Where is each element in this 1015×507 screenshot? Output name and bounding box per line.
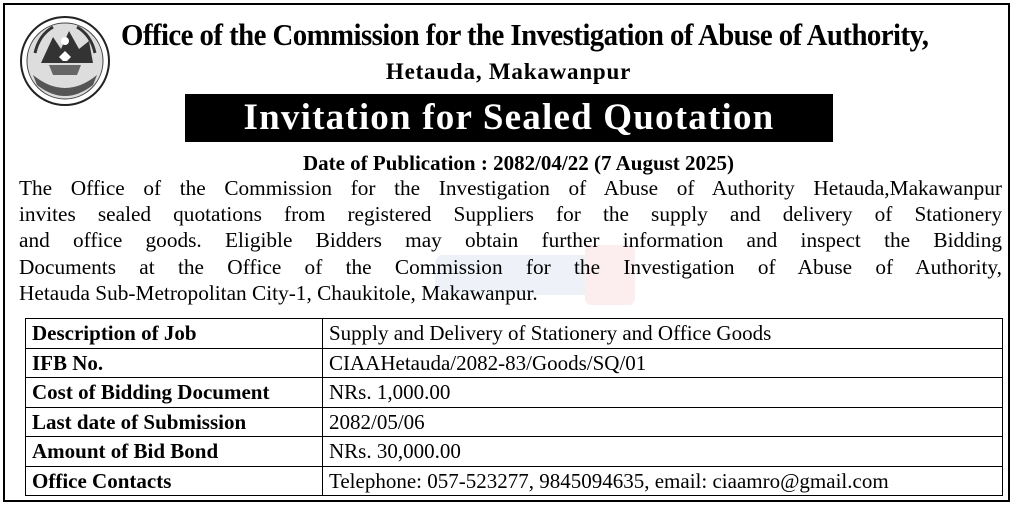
table-row <box>26 437 1003 467</box>
intro-line: Hetauda Sub-Metropolitan City-1, Chaukitole, Makawanpur. <box>19 280 538 305</box>
notice-page <box>3 3 1010 502</box>
row-label-cost: Cost of Bidding Document <box>26 378 323 408</box>
details-table <box>25 318 1003 496</box>
office-location: Hetauda, Makawanpur <box>385 59 632 84</box>
row-value-ifb: CIAAHetauda/2082-83/Goods/SQ/01 <box>323 348 1003 378</box>
table-row <box>26 319 1003 349</box>
row-label-ifb: IFB No. <box>26 348 323 378</box>
row-value-bid-bond: NRs. 30,000.00 <box>323 437 1003 467</box>
table-row <box>26 378 1003 408</box>
intro-paragraph <box>19 175 1002 306</box>
intro-line: The Office of the Commission for the Investigation of Abuse of Authority Hetauda,Makawanpur <box>19 176 1002 200</box>
row-label-deadline: Last date of Submission <box>26 407 323 437</box>
row-label-bid-bond: Amount of Bid Bond <box>26 437 323 467</box>
table-row <box>26 466 1003 496</box>
publication-date: Date of Publication : 2082/04/22 (7 August 2025) <box>302 151 735 175</box>
row-value-deadline: 2082/05/06 <box>323 407 1003 437</box>
table-row <box>26 407 1003 437</box>
intro-line: invites sealed quotations from registered Suppliers for the supply and delivery of Stationery <box>19 202 1002 227</box>
intro-line: and office goods. Eligible Bidders may obtain further information and inspect the Bidding <box>19 228 1002 253</box>
office-title: Office of the Commission for the Investigation of Abuse of Authority, <box>121 17 929 52</box>
row-value-cost: NRs. 1,000.00 <box>323 378 1003 408</box>
row-label-contacts: Office Contacts <box>26 466 323 496</box>
row-label-description: Description of Job <box>26 319 323 349</box>
row-value-contacts: Telephone: 057-523277, 9845094635, email: ciaamro@gmail.com <box>323 466 1003 496</box>
row-value-description: Supply and Delivery of Stationery and Office Goods <box>323 319 1003 349</box>
intro-line: Documents at the Office of the Commission for the Investigation of Abuse of Authority, <box>19 254 1002 279</box>
notice-banner: Invitation for Sealed Quotation <box>185 94 833 142</box>
table-row <box>26 348 1003 378</box>
